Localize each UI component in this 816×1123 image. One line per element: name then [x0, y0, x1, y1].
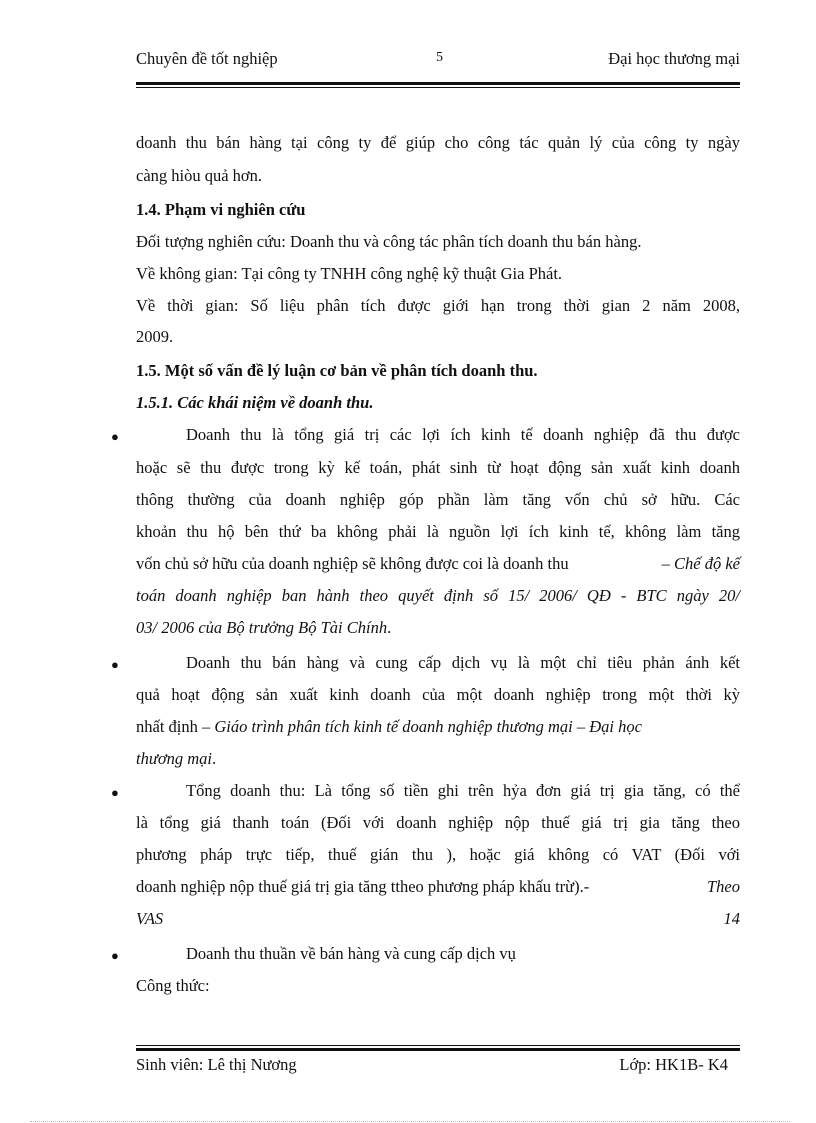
footer-class: Lớp: HK1B- K4 — [619, 1055, 728, 1074]
paragraph-line: quả hoạt động sản xuất kinh doanh của một doanh nghiệp trong một thời kỳ — [136, 685, 740, 704]
citation-text: 03/ 2006 của Bộ trưởng Bộ Tài Chính — [136, 618, 388, 637]
section-heading-1-5: 1.5. Một số vấn đề lý luận cơ bản về phân tích doanh thu. — [136, 361, 538, 380]
paragraph-text: nhất định — [136, 717, 202, 736]
paragraph-line: phương pháp trực tiếp, thuế gián thu ), hoặc giá không có VAT (Đối với — [136, 845, 740, 864]
header-rule-thin — [136, 87, 740, 88]
punctuation: . — [387, 618, 392, 637]
citation-text: VAS — [136, 909, 164, 928]
paragraph-line: Doanh thu bán hàng và cung cấp dịch vụ là một chỉ tiêu phản ánh kết — [186, 653, 740, 672]
citation-text: – Giáo trình phân tích kinh tế doanh nghiệp thương mại – Đại học — [202, 717, 642, 736]
paragraph-line: thông thường của doanh nghiệp góp phần làm tăng vốn chủ sở hữu. Các — [136, 490, 740, 509]
bullet-marker: ● — [111, 657, 119, 672]
citation-text: – Chế độ kế — [661, 554, 740, 573]
citation-text: 14 — [723, 909, 740, 928]
formula-label: Công thức: — [136, 976, 210, 995]
paragraph-line — [136, 717, 740, 737]
paragraph-line: Về không gian: Tại công ty TNHH công nghệ kỹ thuật Gia Phát. — [136, 264, 563, 283]
paragraph-line — [136, 554, 740, 574]
page-footer — [136, 1055, 740, 1077]
paragraph-line: là tổng giá thanh toán (Đối với doanh nghiệp nộp thuế giá trị gia tăng theo — [136, 813, 740, 832]
citation-line: toán doanh nghiệp ban hành theo quyết định số 15/ 2006/ QĐ - BTC ngày 20/ — [136, 586, 740, 605]
paragraph-line: 2009. — [136, 327, 174, 346]
bullet-marker: ● — [111, 429, 119, 444]
citation-text: Theo — [707, 877, 740, 896]
paragraph-line: doanh thu bán hàng tại công ty để giúp cho công tác quản lý của công ty ngày — [136, 133, 740, 152]
header-thesis-title: Chuyên đề tốt nghiệp — [136, 49, 278, 68]
page-number: 5 — [436, 50, 443, 65]
footer-rule-thin — [136, 1045, 740, 1046]
citation-text: thương mại — [136, 749, 213, 768]
paragraph-line: càng hiòu quả hơn. — [136, 166, 263, 185]
paragraph-line: Về thời gian: Số liệu phân tích được giới hạn trong thời gian 2 năm 2008, — [136, 296, 740, 315]
paragraph-text: doanh nghiệp nộp thuế giá trị gia tăng ttheo phương pháp khấu trừ).- — [136, 877, 590, 896]
page-header — [136, 49, 740, 71]
header-rule-thick — [136, 82, 740, 85]
paragraph-line — [136, 749, 740, 769]
paragraph-line: Doanh thu là tổng giá trị các lợi ích kinh tế doanh nghiệp đã thu được — [186, 425, 740, 444]
punctuation: . — [212, 749, 217, 768]
section-heading-1-4: 1.4. Phạm vi nghiên cứu — [136, 200, 306, 219]
header-university: Đại học thương mại — [608, 49, 740, 68]
footer-rule-thick — [136, 1048, 740, 1051]
page-edge-divider — [30, 1121, 790, 1122]
paragraph-line: Doanh thu thuần về bán hàng và cung cấp dịch vụ — [186, 944, 516, 963]
paragraph-text: vốn chủ sở hữu của doanh nghiệp sẽ không được coi là doanh thu — [136, 554, 569, 573]
paragraph-line — [136, 618, 740, 638]
paragraph-line — [136, 877, 740, 897]
paragraph-line: hoặc sẽ thu được trong kỳ kế toán, phát sinh từ hoạt động sản xuất kinh doanh — [136, 458, 740, 477]
footer-student-name: Sinh viên: Lê thị Nương — [136, 1055, 297, 1074]
paragraph-line: khoản thu hộ bên thứ ba không phải là nguồn lợi ích kinh tế, không làm tăng — [136, 522, 740, 541]
bullet-marker: ● — [111, 785, 119, 800]
bullet-marker: ● — [111, 948, 119, 963]
paragraph-line: Tổng doanh thu: Là tổng số tiền ghi trên hỷa đơn giá trị gia tăng, có thể — [186, 781, 740, 800]
paragraph-line: Đối tượng nghiên cứu: Doanh thu và công tác phân tích doanh thu bán hàng. — [136, 232, 642, 251]
subsection-heading-1-5-1: 1.5.1. Các khái niệm về doanh thu. — [136, 393, 374, 412]
citation-line — [136, 909, 740, 929]
